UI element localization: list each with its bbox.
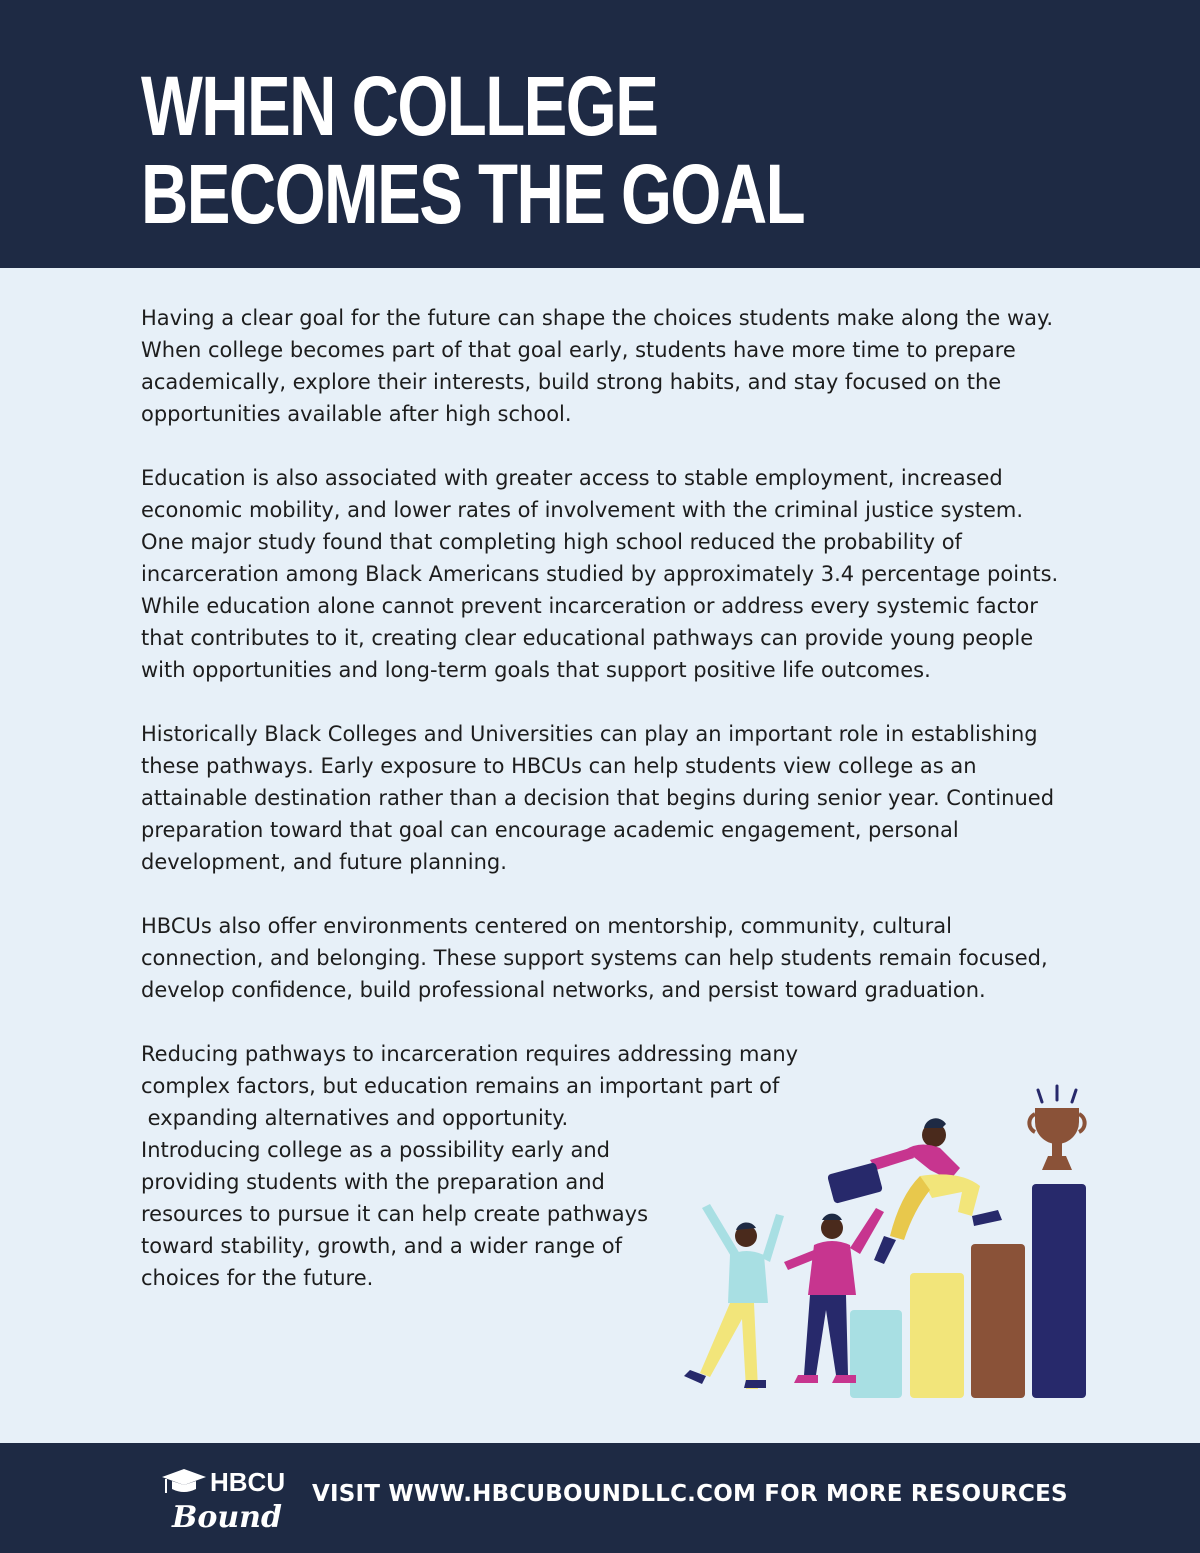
hbcu-bound-logo <box>160 1463 290 1533</box>
paragraph-hbcu-role: Historically Black Colleges and Universities can play an important role in establishing these pathways. Early exposure to HBCUs can help students view college as an attainable destination rather than a decision that begins during senior year. Continued preparation toward that goal can encourage academic engagement, personal development, and future planning. <box>141 722 1055 874</box>
bar-4 <box>1032 1184 1086 1398</box>
footer-cta-text: VISIT WWW.HBCUBOUNDLLC.COM FOR MORE RESOURCES <box>312 1481 1068 1507</box>
conclusion-line: choices for the future. <box>141 1266 374 1290</box>
left-student-figure <box>684 1204 784 1389</box>
conclusion-line: toward stability, growth, and a wider range of <box>141 1234 622 1258</box>
conclusion-line: Reducing pathways to incarceration requires addressing many <box>141 1042 799 1066</box>
conclusion-line: complex factors, but education remains an important part of <box>141 1074 780 1098</box>
logo-text-bound: Bound <box>172 1500 282 1533</box>
page-title-line-1: WHEN COLLEGE <box>141 59 658 153</box>
climbing-student-figure <box>827 1118 1002 1264</box>
students-climbing-bars-to-trophy-illustration <box>680 1080 1100 1400</box>
page-title-line-2: BECOMES THE GOAL <box>141 147 805 241</box>
conclusion-line: resources to pursue it can help create pathways <box>141 1202 649 1226</box>
trophy-icon <box>1029 1086 1084 1170</box>
header-banner <box>0 0 1200 268</box>
logo-text-hbcu: HBCU <box>210 1467 286 1497</box>
conclusion-line: expanding alternatives and opportunity. <box>141 1106 569 1130</box>
conclusion-line: Introducing college as a possibility early and <box>141 1138 610 1162</box>
graduation-cap-icon <box>162 1469 206 1485</box>
bar-1 <box>850 1310 902 1398</box>
bar-3 <box>971 1244 1025 1398</box>
conclusion-line: providing students with the preparation and <box>141 1170 605 1194</box>
paragraph-hbcu-environment: HBCUs also offer environments centered on mentorship, community, cultural connection, and belonging. These support systems can help students remain focused, develop confidence, build professional networks, and persist toward graduation. <box>141 914 1048 1002</box>
bar-2 <box>910 1273 964 1398</box>
footer-banner <box>0 1443 1200 1553</box>
paragraph-education: Education is also associated with greater access to stable employment, increased economic mobility, and lower rates of involvement with the criminal justice system. One major study found that completing high school reduced the probability of incarceration among Black Americans studied by approximately 3.4 percentage points. While education alone cannot prevent incarceration or address every systemic factor that contributes to it, creating clear educational pathways can provide young people with opportunities and long-term goals that support positive life outcomes. <box>141 466 1059 682</box>
paragraph-intro: Having a clear goal for the future can shape the choices students make along the way. When college becomes part of that goal early, students have more time to prepare academically, explore their interests, build strong habits, and stay focused on the opportunities available after high school. <box>141 306 1054 426</box>
page-title <box>141 59 805 241</box>
